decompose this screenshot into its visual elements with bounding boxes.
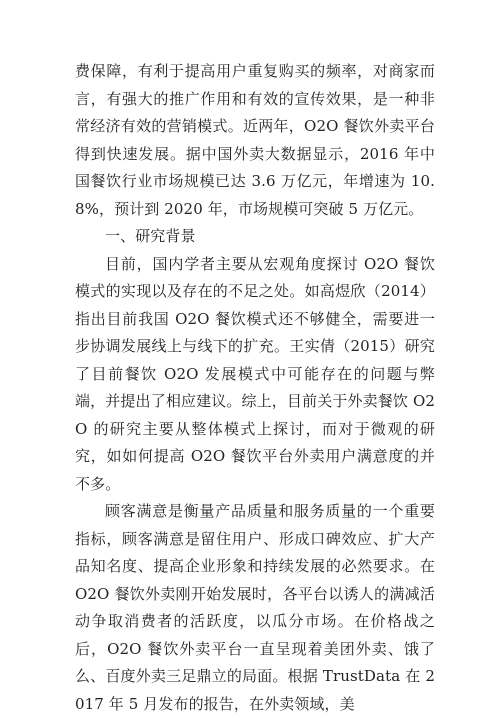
document-body	[75, 58, 435, 718]
paragraph-customer-satisfaction: 顾客满意是衡量产品质量和服务质量的一个重要指标，顾客满意是留住用户、形成口碑效应、扩大产品知名度、提高企业形象和持续发展的必然要求。在 O2O 餐饮外卖刚开始发展时，各平台以诱人的满减活动争取消费者的活跃度，以瓜分市场。在价格战之后，O2O 餐饮外卖平台一直呈现着美团外卖、饿了么、百度外卖三足鼎立的局面。根据 TrustData 在 2017 年 5 月发布的报告，在外卖领域，美	[75, 502, 435, 713]
paragraph-research-background: 目前，国内学者主要从宏观角度探讨 O2O 餐饮模式的实现以及存在的不足之处。如高煜欣（2014）指出目前我国 O2O 餐饮模式还不够健全，需要进一步协调发展线上与线下的扩充。王实倩（2015）研究了目前餐饮 O2O 发展模式中可能存在的问题与弊端，并提出了相应建议。综上，目前关于外卖餐饮 O2O 的研究主要从整体模式上探讨，而对于微观的研究，如如何提高 O2O 餐饮平台外卖用户满意度的并不多。	[75, 254, 435, 493]
paragraph-continuation: 费保障，有利于提高用户重复购买的频率，对商家而言，有强大的推广作用和有效的宣传效果，是一种非常经济有效的营销模式。近两年，O2O 餐饮外卖平台得到快速发展。据中国外卖大数据显示，2016 年中国餐饮行业市场规模已达 3.6 万亿元，年增速为 10.8%，预计到 2020 年，市场规模可突破 5 万亿元。	[75, 62, 435, 218]
section-heading-research-background: 一、研究背景	[105, 227, 196, 245]
